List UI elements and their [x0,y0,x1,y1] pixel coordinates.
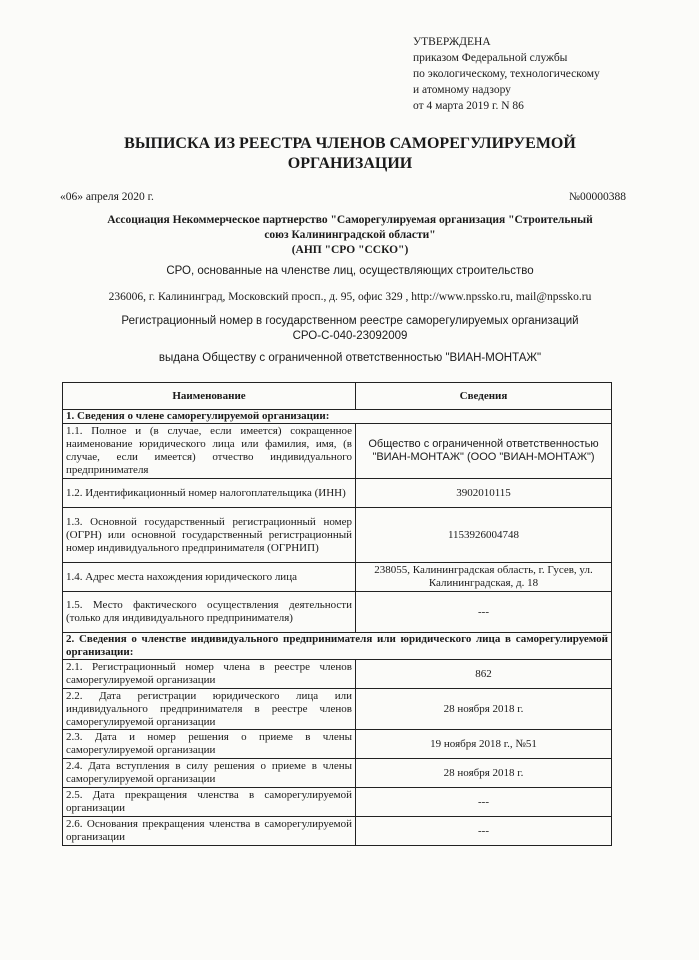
table-row [63,817,612,846]
issued-to: выдана Обществу с ограниченной ответственностью "ВИАН-МОНТАЖ" [158,352,542,364]
row-label: 1.4. Адрес места нахождения юридического лица [63,563,356,592]
row-label: 2.1. Регистрационный номер члена в реестре членов саморегулируемой организации [63,660,356,689]
table-row [63,788,612,817]
approval-line: по экологическому, технологическому [413,68,600,80]
table-row [63,592,612,633]
approval-line: и атомному надзору [413,84,511,96]
row-value: 862 [356,660,612,689]
row-value: 28 ноября 2018 г. [356,759,612,788]
header-name: Наименование [63,383,356,410]
row-label: 1.1. Полное и (в случае, если имеется) сокращенное наименование юридического лица или фамилия, имя, (в случае, если имеется) отчество индивидуального предпринимателя [63,424,356,479]
org-line-3: (АНП "СРО "ССКО") [291,244,409,256]
row-value: Общество с ограниченной ответственностью "ВИАН-МОНТАЖ" (ООО "ВИАН-МОНТАЖ") [356,424,612,479]
date-number-line [60,191,626,203]
row-value: --- [356,817,612,846]
title-line-1: ВЫПИСКА ИЗ РЕЕСТРА ЧЛЕНОВ САМОРЕГУЛИРУЕМОЙ [124,135,576,152]
title-line-2: ОРГАНИЗАЦИИ [287,155,413,172]
registry-info [40,314,660,344]
org-address: 236006, г. Калининград, Московский просп., д. 95, офис 329 , http://www.npssko.ru, mail@npssko.ru [108,291,592,303]
table-row [63,563,612,592]
table-row [63,479,612,508]
row-label: 1.3. Основной государственный регистрационный номер (ОГРН) или основной государственный регистрационный номер индивидуального предпринимателя (ОГРНИП) [63,508,356,563]
org-line-1: Ассоциация Некоммерческое партнерство "Саморегулируемая организация "Строительный [107,214,593,226]
table-row [63,424,612,479]
organization-name [70,213,630,258]
document-number: №00000388 [569,191,626,203]
table-header-row [63,383,612,410]
header-info: Сведения [356,383,612,410]
row-label: 2.4. Дата вступления в силу решения о приеме в члены саморегулируемой организации [63,759,356,788]
row-value: 19 ноября 2018 г., №51 [356,730,612,759]
row-label: 2.5. Дата прекращения членства в саморегулируемой организации [63,788,356,817]
table-row [63,730,612,759]
table-row [63,689,612,730]
section-1-title: 1. Сведения о члене саморегулируемой организации: [63,410,612,424]
row-value: 238055, Калининградская область, г. Гусев, ул. Калининградская, д. 18 [356,563,612,592]
row-label: 1.2. Идентификационный номер налогоплательщика (ИНН) [63,479,356,508]
section-row [63,633,612,660]
table-row [63,660,612,689]
registry-table [62,382,612,846]
table-row [63,759,612,788]
document-title [60,134,640,174]
row-value: 28 ноября 2018 г. [356,689,612,730]
row-value: 1153926004748 [356,508,612,563]
row-label: 2.2. Дата регистрации юридического лица или индивидуального предпринимателя в реестре членов саморегулируемой организации [63,689,356,730]
sro-type: СРО, основанные на членстве лиц, осуществляющих строительство [166,265,534,277]
approval-line: приказом Федеральной службы [413,52,568,64]
row-value: --- [356,592,612,633]
row-value: --- [356,788,612,817]
registry-line-1: Регистрационный номер в государственном реестре саморегулируемых организаций [121,315,579,327]
section-row [63,410,612,424]
approval-line: УТВЕРЖДЕНА [413,36,491,48]
registry-number: СРО-С-040-23092009 [292,330,408,342]
approval-stamp [413,34,600,114]
table-row [63,508,612,563]
org-line-2: союз Калининградской области" [264,229,436,241]
document-date: «06» апреля 2020 г. [60,191,154,203]
row-value: 3902010115 [356,479,612,508]
row-label: 2.3. Дата и номер решения о приеме в члены саморегулируемой организации [63,730,356,759]
approval-line: от 4 марта 2019 г. N 86 [413,100,524,112]
section-2-title: 2. Сведения о членстве индивидуального предпринимателя или юридического лица в саморегулируемой организации: [63,633,612,660]
row-label: 1.5. Место фактического осуществления деятельности (только для индивидуального предпринимателя) [63,592,356,633]
row-label: 2.6. Основания прекращения членства в саморегулируемой организации [63,817,356,846]
